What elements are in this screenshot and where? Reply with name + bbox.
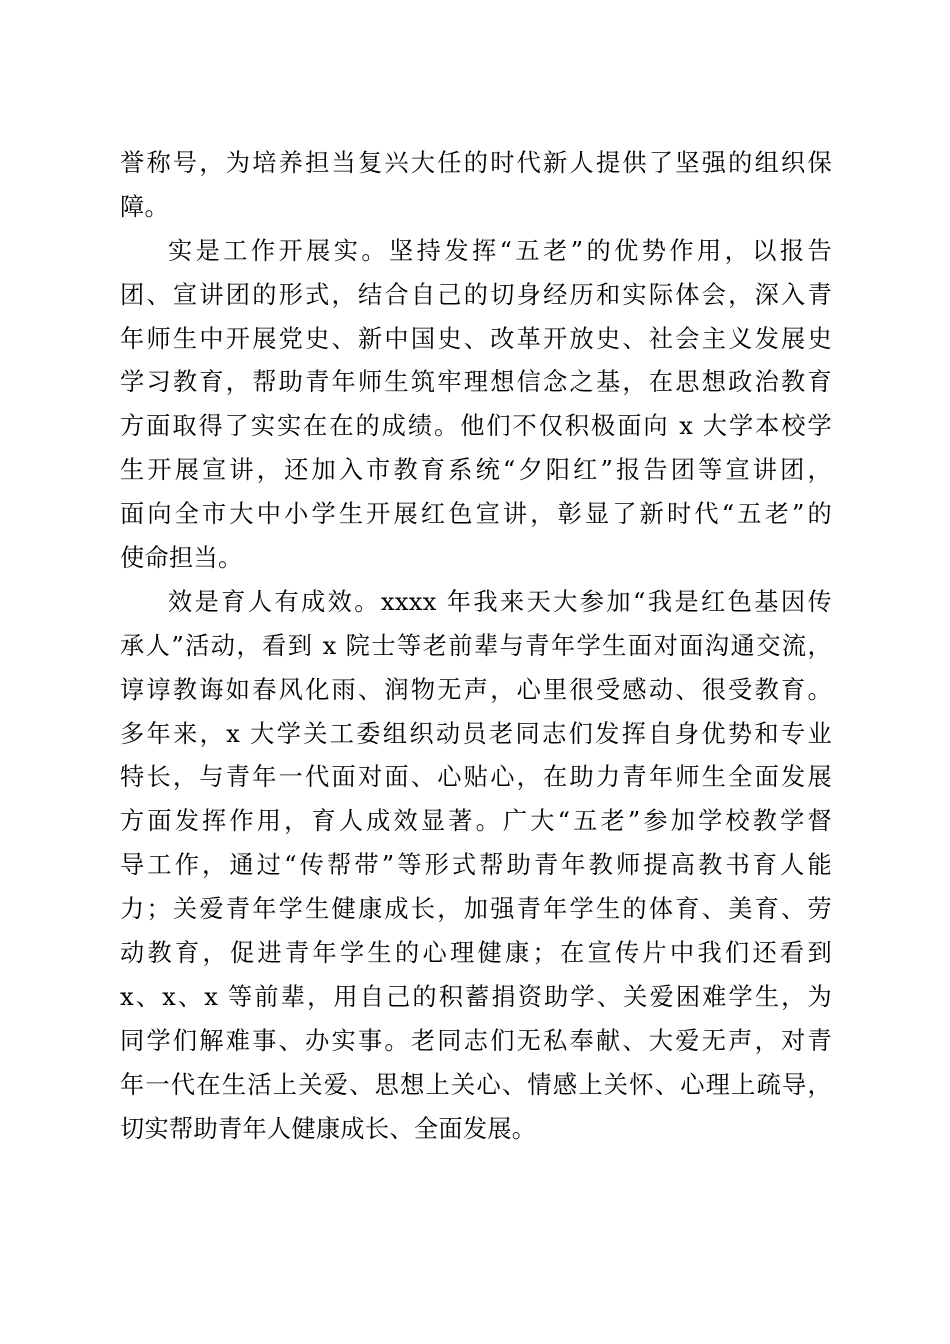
text-line: 实是工作开展实。坚持发挥“五老”的优势作用，以报告 bbox=[168, 236, 832, 265]
text-line: 方面发挥作用，育人成效显著。广大“五老”参加学校教学督 bbox=[120, 807, 832, 836]
text-line: 力；关爱青年学生健康成长，加强青年学生的体育、美育、劳 bbox=[120, 895, 832, 924]
document-body bbox=[120, 142, 832, 1151]
text-line: 多年来，x 大学关工委组织动员老同志们发挥自身优势和专业 bbox=[120, 719, 832, 748]
text-line: 使命担当。 bbox=[120, 544, 243, 573]
text-line: 年一代在生活上关爱、思想上关心、情感上关怀、心理上疏导， bbox=[120, 1070, 832, 1099]
text-line: 效是育人有成效。xxxx 年我来天大参加“我是红色基因传 bbox=[168, 587, 832, 616]
text-line: 面向全市大中小学生开展红色宣讲，彰显了新时代“五老”的 bbox=[120, 500, 832, 529]
text-line: 承人”活动，看到 x 院士等老前辈与青年学生面对面沟通交流， bbox=[120, 631, 832, 660]
text-line: 切实帮助青年人健康成长、全面发展。 bbox=[120, 1114, 537, 1143]
text-line: 障。 bbox=[120, 192, 169, 221]
paragraph-3 bbox=[120, 581, 832, 1152]
text-line: 团、宣讲团的形式，结合自己的切身经历和实际体会，深入青 bbox=[120, 280, 832, 309]
text-line: 同学们解难事、办实事。老同志们无私奉献、大爱无声，对青 bbox=[120, 1026, 832, 1055]
text-line: x、x、x 等前辈，用自己的积蓄捐资助学、关爱困难学生，为 bbox=[120, 982, 832, 1011]
text-line: 生开展宣讲，还加入市教育系统“夕阳红”报告团等宣讲团， bbox=[120, 456, 832, 485]
text-line: 年师生中开展党史、新中国史、改革开放史、社会主义发展史 bbox=[120, 324, 832, 353]
paragraph-2 bbox=[120, 230, 832, 581]
paragraph-1 bbox=[120, 142, 832, 230]
text-line: 动教育，促进青年学生的心理健康；在宣传片中我们还看到 bbox=[120, 939, 832, 968]
text-line: 谆谆教诲如春风化雨、润物无声，心里很受感动、很受教育。 bbox=[120, 675, 832, 704]
text-line: 方面取得了实实在在的成绩。他们不仅积极面向 x 大学本校学 bbox=[120, 412, 832, 441]
text-line: 学习教育，帮助青年师生筑牢理想信念之基，在思想政治教育 bbox=[120, 368, 832, 397]
text-line: 导工作，通过“传帮带”等形式帮助青年教师提高教书育人能 bbox=[120, 851, 832, 880]
text-line: 特长，与青年一代面对面、心贴心，在助力青年师生全面发展 bbox=[120, 763, 832, 792]
text-line: 誉称号，为培养担当复兴大任的时代新人提供了坚强的组织保 bbox=[120, 149, 832, 177]
